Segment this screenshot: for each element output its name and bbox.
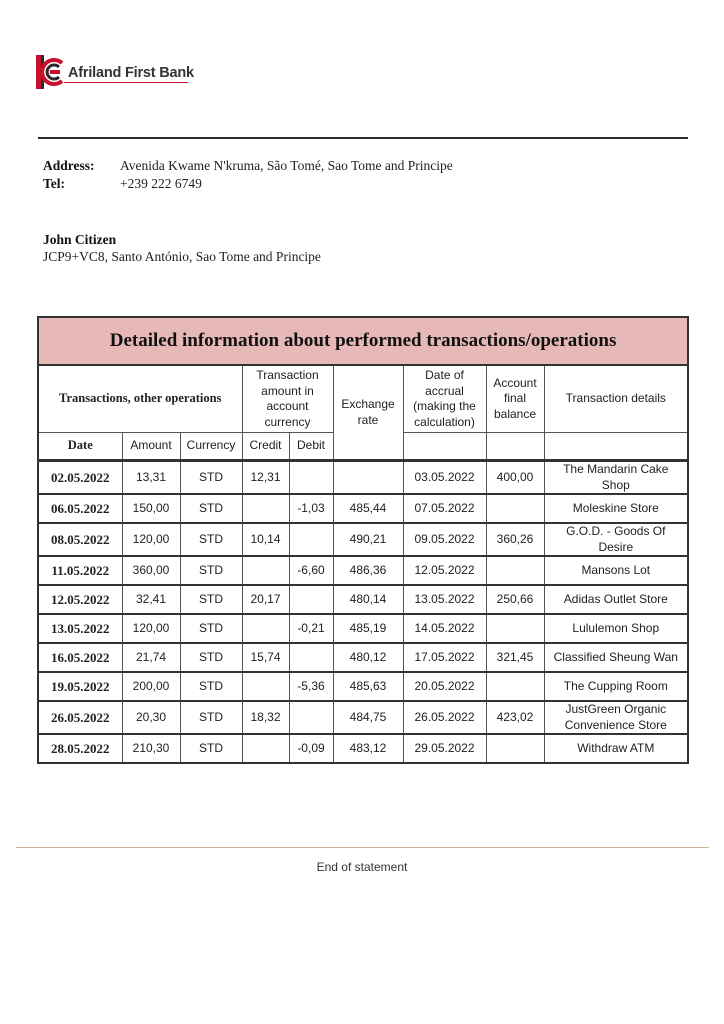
row-final-balance: 423,02 [486,701,544,734]
row-amount: 120,00 [122,523,180,556]
header-exchange-rate: Exchange rate [333,365,403,461]
row-debit: -0,09 [289,734,333,763]
row-final-balance: 400,00 [486,461,544,495]
header-currency: Currency [180,433,242,461]
row-debit: -0,21 [289,614,333,643]
row-currency: STD [180,643,242,672]
row-details: Adidas Outlet Store [544,585,688,614]
row-accrual-date: 17.05.2022 [403,643,486,672]
row-accrual-date: 13.05.2022 [403,585,486,614]
row-exchange-rate: 480,14 [333,585,403,614]
row-final-balance [486,734,544,763]
table-title: Detailed information about performed transactions/operations [38,317,688,365]
row-currency: STD [180,585,242,614]
row-currency: STD [180,672,242,701]
row-credit: 10,14 [242,523,289,556]
row-amount: 150,00 [122,494,180,523]
row-credit [242,556,289,585]
row-debit [289,701,333,734]
header-date: Date [38,433,122,461]
row-accrual-date: 07.05.2022 [403,494,486,523]
row-currency: STD [180,701,242,734]
row-credit: 20,17 [242,585,289,614]
header-balance-blank [486,433,544,461]
row-accrual-date: 26.05.2022 [403,701,486,734]
row-date: 19.05.2022 [38,672,122,701]
row-date: 13.05.2022 [38,614,122,643]
row-final-balance [486,556,544,585]
row-exchange-rate: 485,63 [333,672,403,701]
branch-address-block [43,157,453,193]
row-debit: -6,60 [289,556,333,585]
row-amount: 360,00 [122,556,180,585]
table-row [38,523,688,556]
row-final-balance: 360,26 [486,523,544,556]
header-transactions-other: Transactions, other operations [38,365,242,433]
table-row [38,701,688,734]
row-exchange-rate: 485,44 [333,494,403,523]
row-credit: 18,32 [242,701,289,734]
tel-label: Tel: [43,176,66,191]
bank-logo [36,54,194,90]
table-row [38,585,688,614]
row-debit [289,523,333,556]
header-amount: Amount [122,433,180,461]
row-exchange-rate: 484,75 [333,701,403,734]
row-amount: 120,00 [122,614,180,643]
header-account-final-balance: Account final balance [486,365,544,433]
row-details: Classified Sheung Wan [544,643,688,672]
header-debit: Debit [289,433,333,461]
row-currency: STD [180,494,242,523]
header-transaction-details: Transaction details [544,365,688,433]
row-final-balance [486,494,544,523]
row-details: G.O.D. - Goods Of Desire [544,523,688,556]
row-exchange-rate: 480,12 [333,643,403,672]
row-credit [242,494,289,523]
row-exchange-rate: 490,21 [333,523,403,556]
row-credit: 15,74 [242,643,289,672]
customer-block [43,231,321,265]
footer-divider [16,847,709,848]
bank-name: Afriland First Bank [68,65,194,81]
row-final-balance: 250,66 [486,585,544,614]
row-currency: STD [180,734,242,763]
table-row [38,556,688,585]
table-row [38,614,688,643]
address-row [43,157,453,175]
row-details: The Mandarin Cake Shop [544,461,688,495]
customer-name: John Citizen [43,232,117,247]
row-amount: 210,30 [122,734,180,763]
table-row [38,643,688,672]
row-currency: STD [180,556,242,585]
row-details: JustGreen Organic Convenience Store [544,701,688,734]
row-debit: -5,36 [289,672,333,701]
row-final-balance [486,614,544,643]
row-debit [289,585,333,614]
address-value: Avenida Kwame N'kruma, São Tomé, Sao Tome and Principe [120,158,453,173]
row-accrual-date: 14.05.2022 [403,614,486,643]
row-debit: -1,03 [289,494,333,523]
transactions-table [37,316,689,764]
row-accrual-date: 20.05.2022 [403,672,486,701]
row-amount: 20,30 [122,701,180,734]
row-accrual-date: 03.05.2022 [403,461,486,495]
row-accrual-date: 12.05.2022 [403,556,486,585]
row-credit: 12,31 [242,461,289,495]
header-date-of-accrual: Date of accrual (making the calculation) [403,365,486,433]
row-amount: 200,00 [122,672,180,701]
row-exchange-rate [333,461,403,495]
row-date: 26.05.2022 [38,701,122,734]
logo-underline [64,82,188,83]
row-currency: STD [180,523,242,556]
row-credit [242,672,289,701]
tel-row [43,175,453,193]
table-row [38,494,688,523]
row-details: Mansons Lot [544,556,688,585]
tel-value: +239 222 6749 [120,176,202,191]
row-currency: STD [180,614,242,643]
row-final-balance [486,672,544,701]
table-row [38,461,688,495]
row-date: 06.05.2022 [38,494,122,523]
row-currency: STD [180,461,242,495]
row-exchange-rate: 486,36 [333,556,403,585]
row-date: 28.05.2022 [38,734,122,763]
row-details: Withdraw ATM [544,734,688,763]
row-accrual-date: 29.05.2022 [403,734,486,763]
table-row [38,734,688,763]
row-date: 16.05.2022 [38,643,122,672]
end-of-statement: End of statement [316,860,408,874]
table-row [38,672,688,701]
header-details-blank [544,433,688,461]
row-accrual-date: 09.05.2022 [403,523,486,556]
header-accrual-blank [403,433,486,461]
row-amount: 21,74 [122,643,180,672]
row-amount: 32,41 [122,585,180,614]
row-details: Lululemon Shop [544,614,688,643]
row-date: 02.05.2022 [38,461,122,495]
header-divider [38,137,688,139]
row-amount: 13,31 [122,461,180,495]
row-details: The Cupping Room [544,672,688,701]
row-credit [242,734,289,763]
address-label: Address: [43,158,95,173]
bank-logo-icon [36,55,66,89]
row-date: 12.05.2022 [38,585,122,614]
row-details: Moleskine Store [544,494,688,523]
row-date: 11.05.2022 [38,556,122,585]
header-transaction-amount: Transaction amount in account currency [242,365,333,433]
row-debit [289,643,333,672]
row-credit [242,614,289,643]
customer-address: JCP9+VC8, Santo António, Sao Tome and Principe [43,249,321,264]
row-debit [289,461,333,495]
row-final-balance: 321,45 [486,643,544,672]
row-date: 08.05.2022 [38,523,122,556]
row-exchange-rate: 483,12 [333,734,403,763]
row-exchange-rate: 485,19 [333,614,403,643]
header-credit: Credit [242,433,289,461]
transactions-body [38,461,688,764]
